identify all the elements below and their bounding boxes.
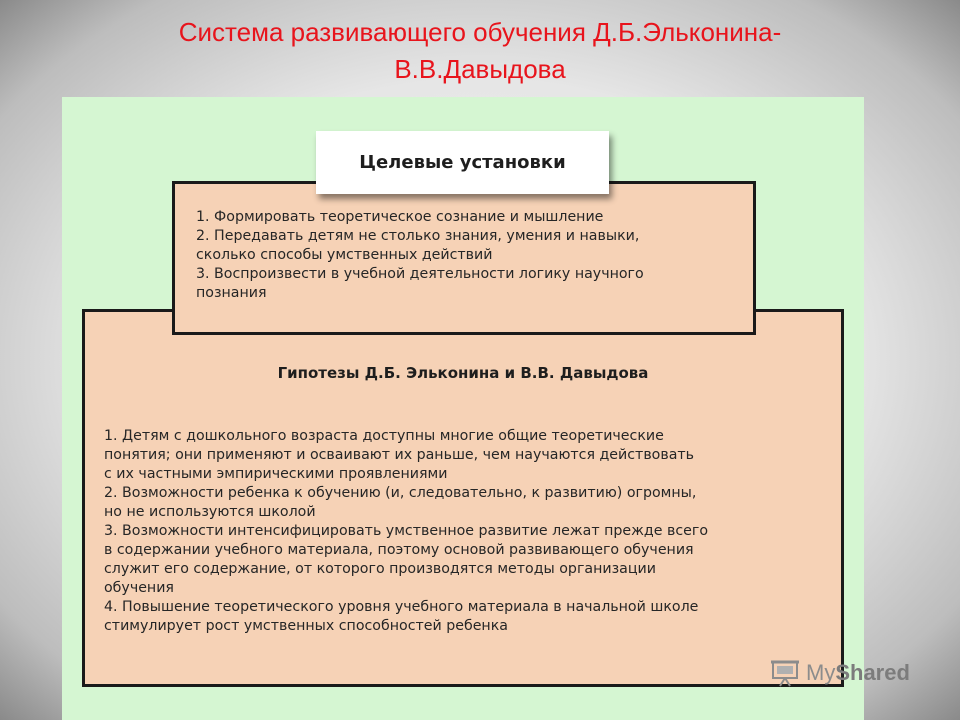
slide-title-line-1: Система развивающего обучения Д.Б.Эльконина-: [178, 17, 782, 47]
goals-line: познания: [196, 285, 267, 301]
hypotheses-line: служит его содержание, от которого производятся методы организации: [104, 561, 656, 577]
hypotheses-line: стимулирует рост умственных способностей ребенка: [104, 618, 508, 634]
hypotheses-line: но не используются школой: [104, 504, 316, 520]
hypotheses-line: 2. Возможности ребенка к обучению (и, следовательно, к развитию) огромны,: [104, 485, 697, 501]
slide-title: [40, 14, 920, 88]
hypotheses-list: [104, 427, 834, 636]
goals-list: [196, 208, 746, 303]
goals-line: сколько способы умственных действий: [196, 247, 493, 263]
goals-line: 2. Передавать детям не столько знания, умения и навыки,: [196, 228, 640, 244]
goals-label: Целевые установки: [359, 152, 566, 173]
watermark-text-my: My: [806, 660, 836, 685]
hypotheses-heading: Гипотезы Д.Б. Эльконина и В.В. Давыдова: [277, 364, 649, 382]
hypotheses-line: 4. Повышение теоретического уровня учебного материала в начальной школе: [104, 599, 699, 615]
slide-title-line-2: В.В.Давыдова: [394, 54, 566, 84]
hypotheses-line: обучения: [104, 580, 174, 596]
goals-line: 3. Воспроизвести в учебной деятельности логику научного: [196, 266, 644, 282]
watermark-text-shared: Shared: [835, 660, 910, 685]
goals-line: 1. Формировать теоретическое сознание и мышление: [196, 209, 604, 225]
hypotheses-line: с их частными эмпирическими проявлениями: [104, 466, 448, 482]
hypotheses-line: в содержании учебного материала, поэтому основой развивающего обучения: [104, 542, 694, 558]
goals-label-card: [316, 131, 609, 194]
projector-screen-icon: [770, 659, 800, 687]
hypotheses-line: 1. Детям с дошкольного возраста доступны многие общие теоретические: [104, 428, 664, 444]
watermark: [770, 658, 910, 688]
hypotheses-line: понятия; они применяют и осваивают их раньше, чем научаются действовать: [104, 447, 695, 463]
hypotheses-line: 3. Возможности интенсифицировать умственное развитие лежат прежде всего: [104, 523, 708, 539]
